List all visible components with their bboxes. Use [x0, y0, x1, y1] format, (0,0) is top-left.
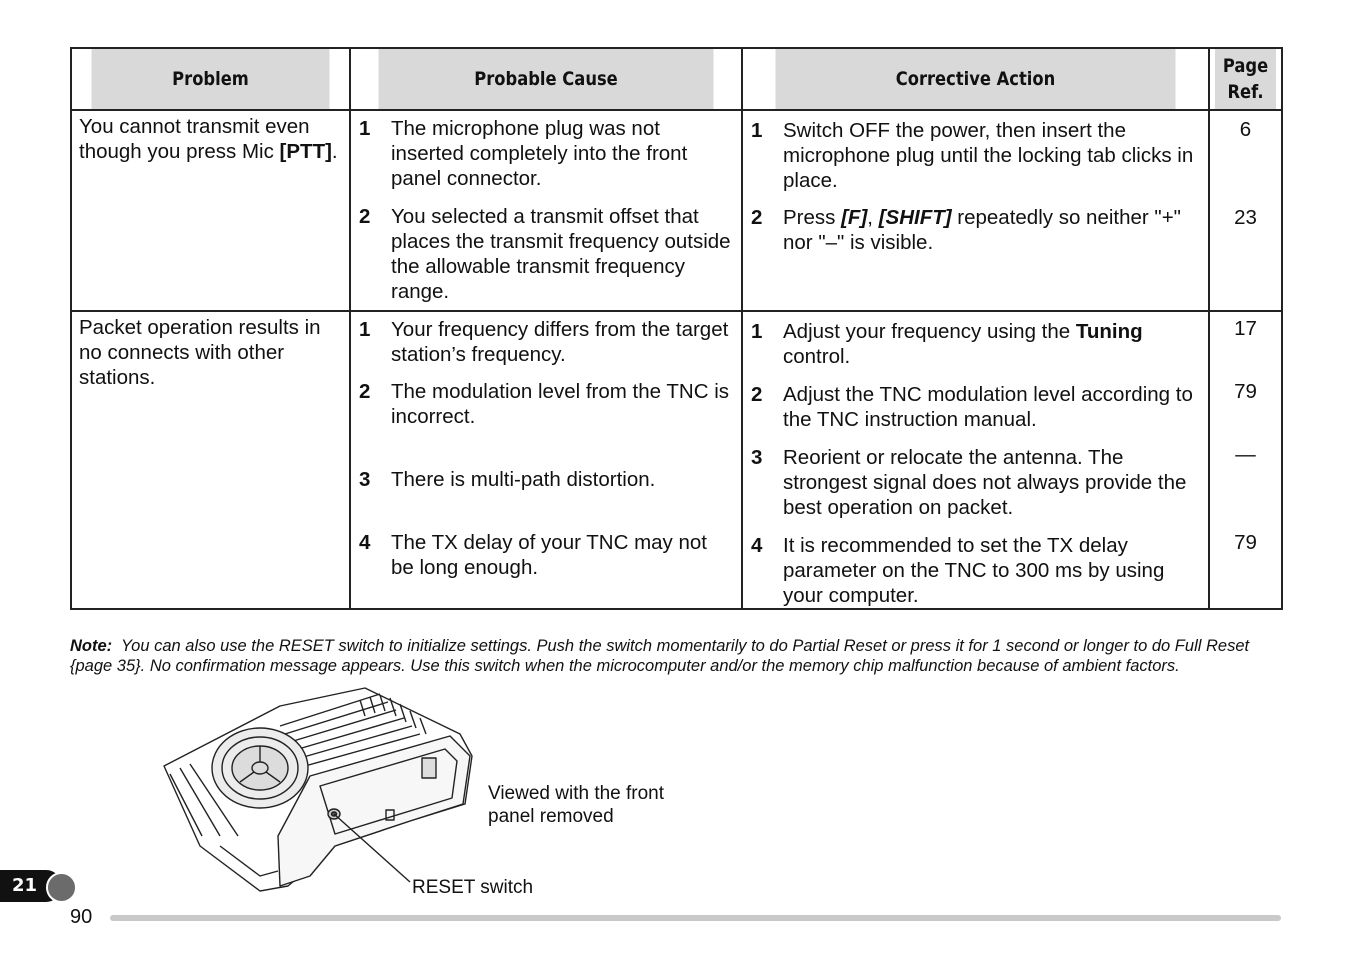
chapter-tab-dot	[46, 872, 77, 903]
page-ref: 79	[1234, 531, 1257, 554]
action-cell: 1 Switch OFF the power, then insert the microphone plug until the locking tab clicks in place. 2 Press [F], [SHIFT] repeatedly so neither "+" nor "–" is visible.	[742, 110, 1209, 311]
table-row	[71, 110, 1282, 311]
problem-cell: You cannot transmit even though you press Mic [PTT].	[71, 110, 350, 311]
note-label: Note:	[70, 637, 113, 655]
note-text: You can also use the RESET switch to initialize settings. Push the switch momentarily to do Partial Reset or press it for 1 second or longer to do Full Reset {page 35}. No confirmation message appears. Use this switch when the microcomputer and/or the memory chip malfunction because of ambient factors.	[70, 637, 1250, 675]
page-ref-cell	[1209, 311, 1282, 609]
cause-cell: 1 The microphone plug was not inserted completely into the front panel connector. 2 You selected a transmit offset that places the transmit frequency outside the allowable transmit frequency range.	[350, 110, 742, 311]
page-ref: 17	[1234, 317, 1257, 340]
table-row	[71, 311, 1282, 609]
action-cell: 1 Adjust your frequency using the Tuning control. 2 Adjust the TNC modulation level according to the TNC instruction manual. 3 Reorient or relocate the antenna. The strongest signal does not always provide the best operation on packet. 4 It is recommended to set the TX delay parameter on the TNC to 300 ms by using your computer.	[742, 311, 1209, 609]
figure-caption-reset-switch: RESET switch	[412, 877, 534, 898]
problem-cell: Packet operation results in no connects with other stations.	[71, 311, 350, 609]
header-page-ref: Page Ref.	[1214, 48, 1277, 110]
header-probable-cause: Probable Cause	[377, 48, 714, 110]
note-paragraph	[70, 636, 1280, 676]
header-corrective-action: Corrective Action	[775, 48, 1177, 110]
page-ref-cell	[1209, 110, 1282, 311]
footer-rule	[110, 915, 1281, 921]
page-number: 90	[70, 906, 93, 928]
table-header-row	[71, 48, 1282, 110]
cause-cell: 1 Your frequency differs from the target station’s frequency. 2 The modulation level from the TNC is incorrect. 3 There is multi-path distortion. 4 The TX delay of your TNC may not be long enough.	[350, 311, 742, 609]
radio-chassis-illustration	[160, 686, 490, 896]
troubleshooting-table	[70, 47, 1283, 610]
figure-caption-view: Viewed with the front panel removed	[488, 783, 665, 827]
page-ref: 6	[1239, 118, 1252, 141]
page-ref: 79	[1234, 380, 1257, 403]
page-ref: —	[1235, 443, 1256, 466]
header-problem: Problem	[91, 48, 331, 110]
page-ref: 23	[1234, 206, 1257, 229]
chapter-number: 21	[12, 875, 38, 896]
